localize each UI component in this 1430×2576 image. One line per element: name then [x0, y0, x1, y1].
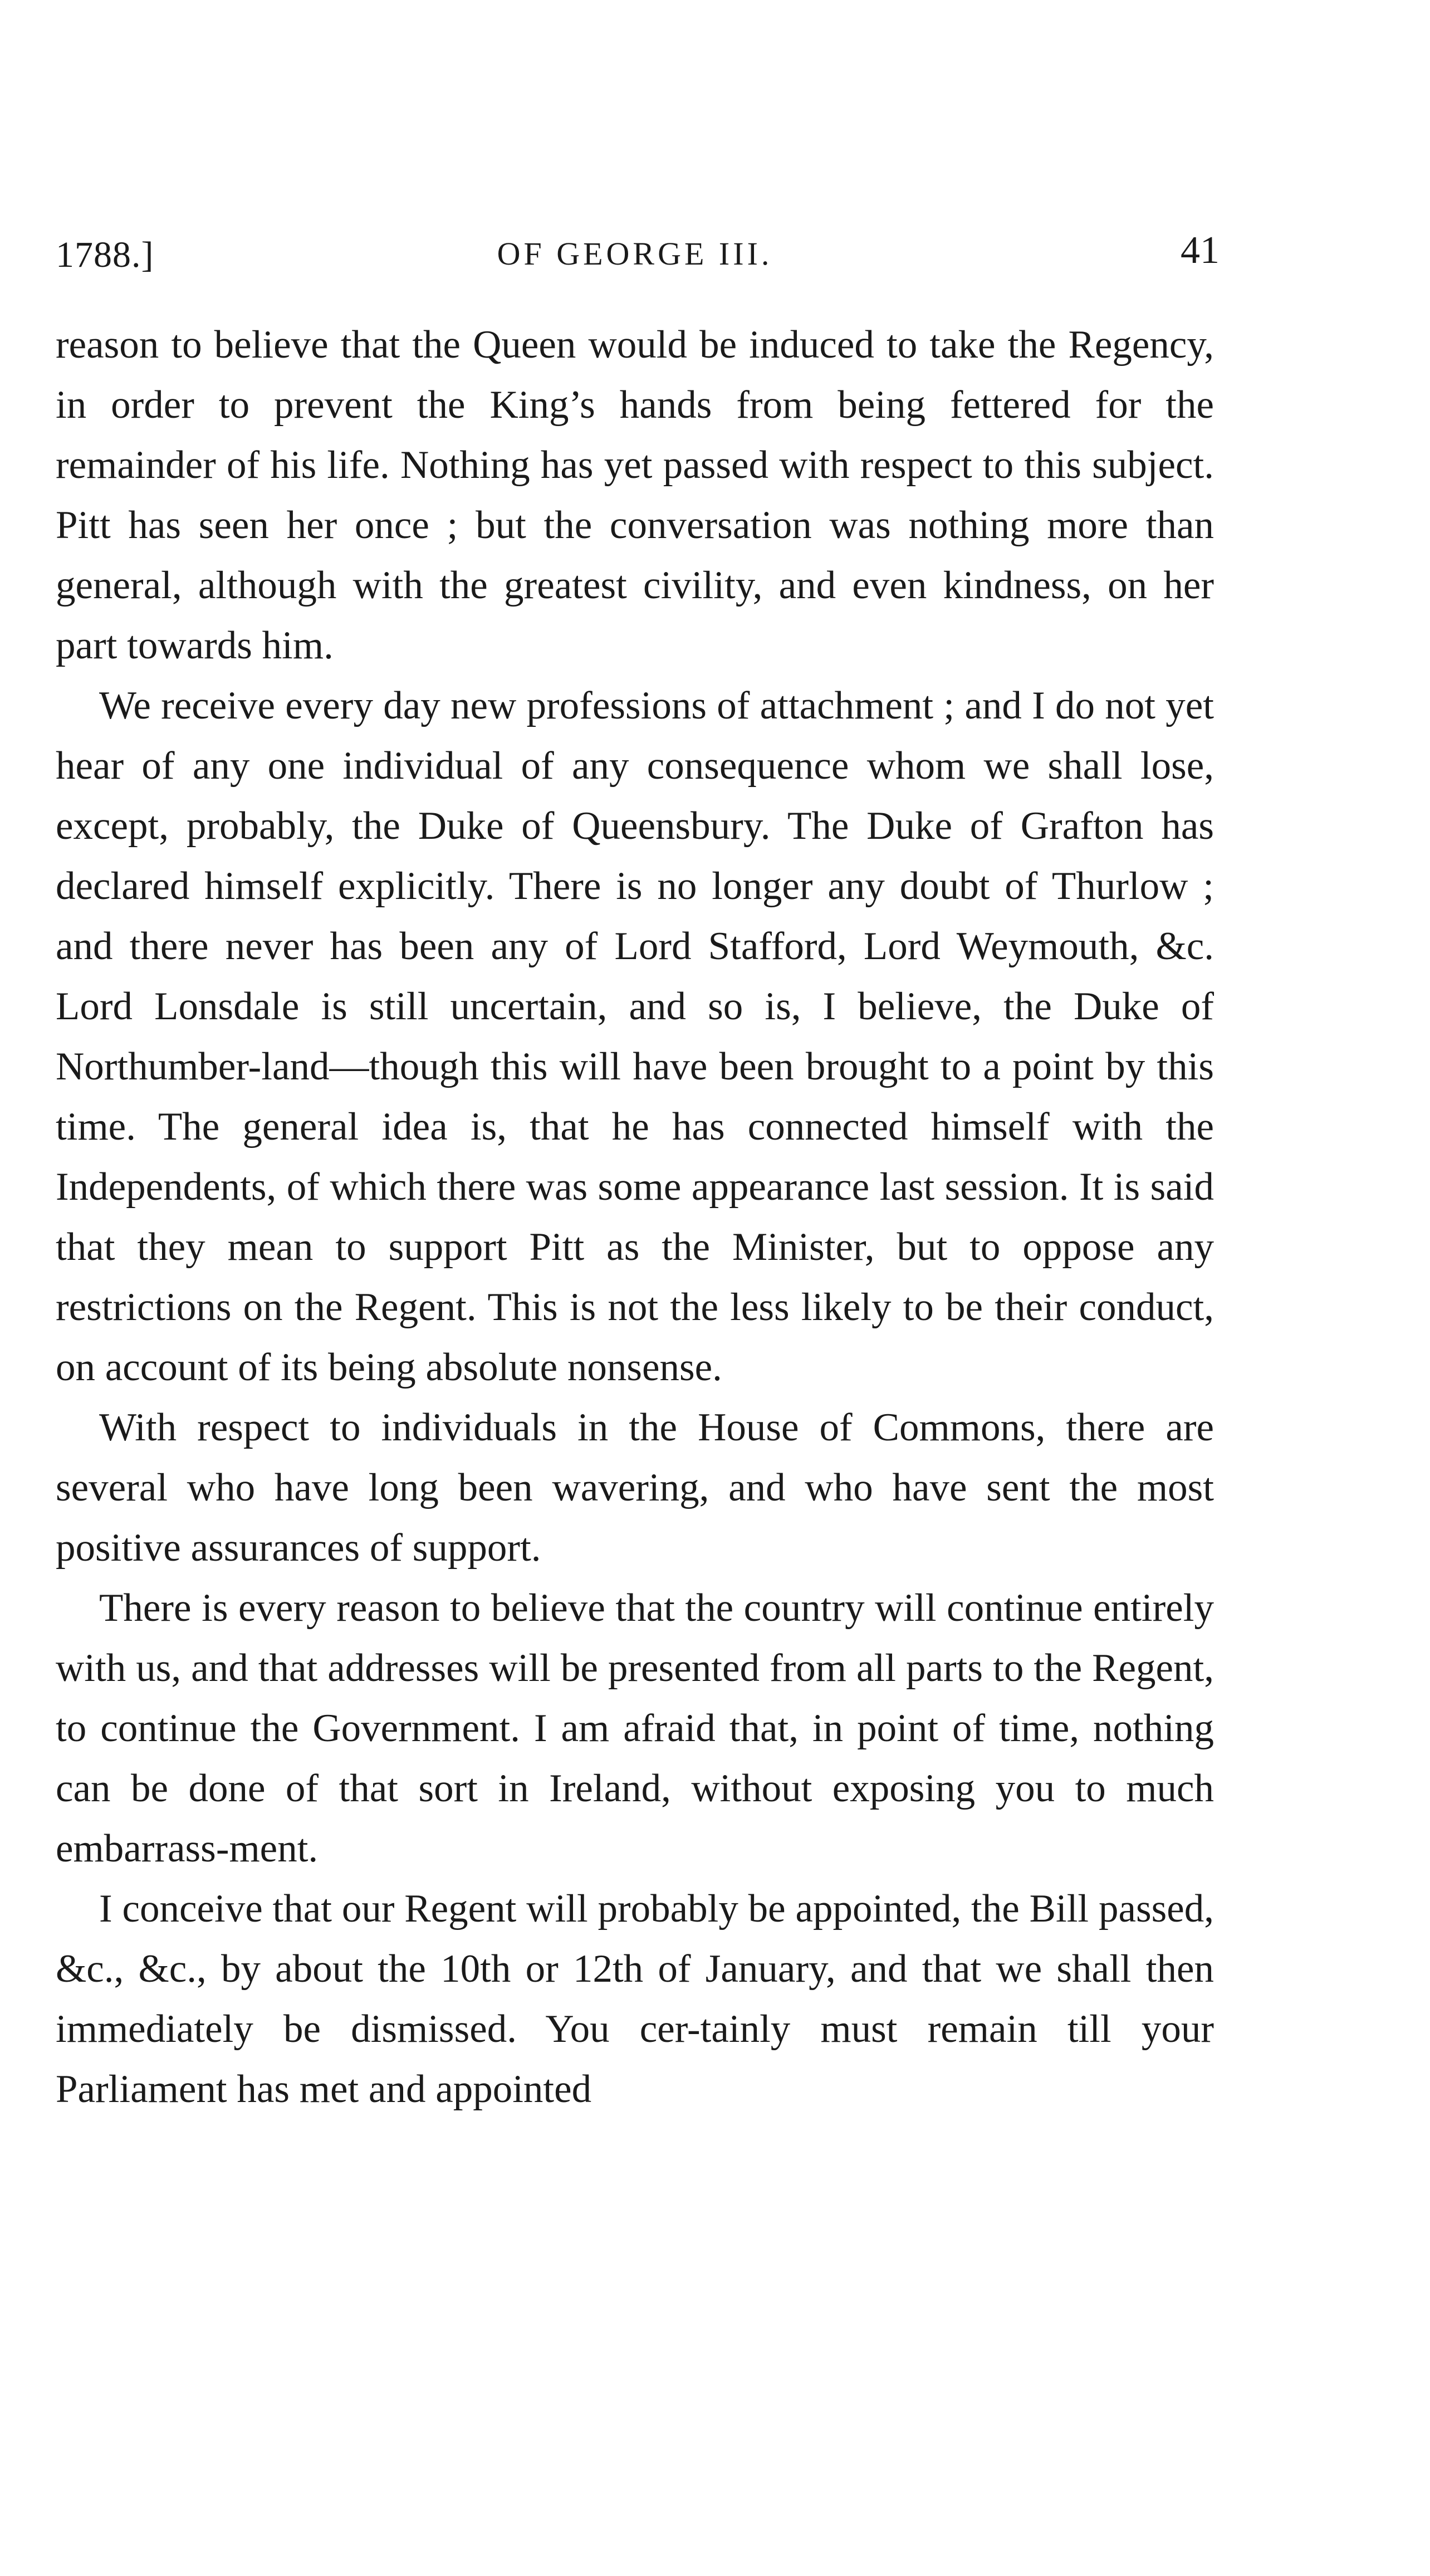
book-page: [56, 220, 1220, 2119]
page-number: 41: [1181, 229, 1220, 272]
paragraph-4: There is every reason to believe that the country will continue entirely with us, and that addresses will be presented from all parts to the Regent, to continue the Government. I am afraid that, in point of time, nothing can be done of that sort in Ireland, without exposing you to much embarrass-ment.: [56, 1586, 1214, 1870]
paragraph-1: reason to believe that the Queen would be induced to take the Regency, in order to prevent the King’s hands from being fettered for the remainder of his life. Nothing has yet passed with respect to this subject. Pitt has seen her once ; but the conversation was nothing more than general, although with the greatest civility, and even kindness, on her part towards him.: [56, 323, 1214, 667]
running-head-title: OF GEORGE III.: [497, 236, 773, 272]
running-head: [56, 220, 1220, 281]
running-head-year: 1788.]: [56, 234, 154, 275]
paragraph-2: We receive every day new professions of attachment ; and I do not yet hear of any one individual of any consequence whom we shall lose, except, probably, the Duke of Queensbury. The Duke of Grafton has declared himself explicitly. There is no longer any doubt of Thurlow ; and there never has been any of Lord Stafford, Lord Weymouth, &c. Lord Lonsdale is still uncertain, and so is, I believe, the Duke of Northumber-land—though this will have been brought to a point by this time. The general idea is, that he has connected himself with the Independents, of which there was some appearance last session. It is said that they mean to support Pitt as the Minister, but to oppose any restrictions on the Regent. This is not the less likely to be their conduct, on account of its being absolute nonsense.: [56, 684, 1214, 1389]
paragraph-5: I conceive that our Regent will probably be appointed, the Bill passed, &c., &c., by about the 10th or 12th of January, and that we shall then immediately be dismissed. You cer-tainly must remain till your Parliament has met and appointed: [56, 1887, 1214, 2111]
paragraph-3: With respect to individuals in the House of Commons, there are several who have long been wavering, and who have sent the most positive assurances of support.: [56, 1406, 1214, 1570]
body-text: [56, 315, 1214, 2119]
